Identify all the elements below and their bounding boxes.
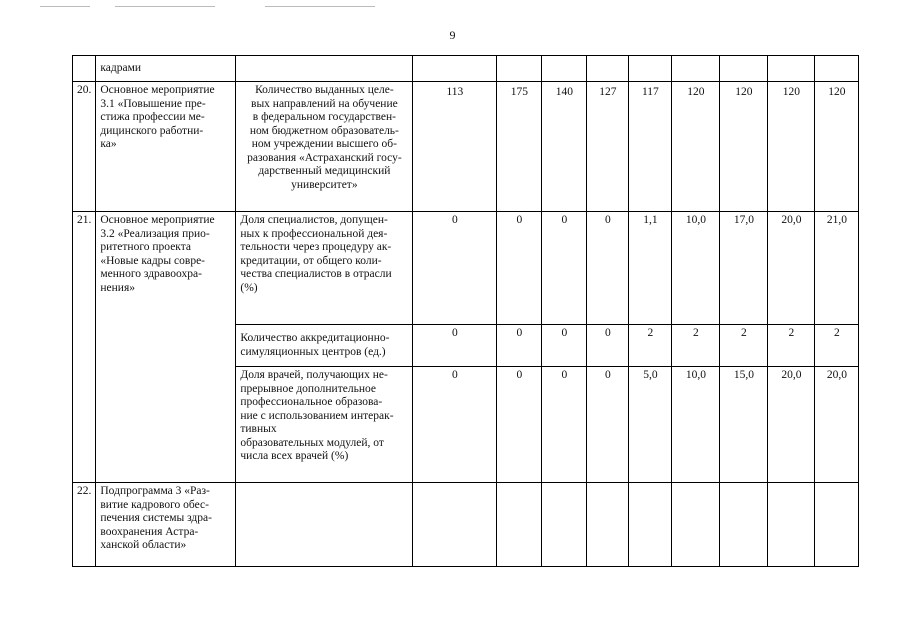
value-cell: 113 bbox=[413, 82, 497, 212]
value-cell: 120 bbox=[672, 82, 720, 212]
value-cell: 0 bbox=[542, 212, 587, 325]
value-cell: 20,0 bbox=[768, 367, 815, 483]
value-cell: 1,1 bbox=[629, 212, 672, 325]
indicator-cell: Доля специалистов, допущен- ных к профессиональной дея- тельности через процедуру ак- кредитации, от общего коли- чества специалистов в отрасли (%) bbox=[236, 212, 413, 325]
value-cell: 140 bbox=[542, 82, 587, 212]
scan-artifact bbox=[40, 6, 90, 7]
value-cell: 120 bbox=[815, 82, 859, 212]
value-cell: 21,0 bbox=[815, 212, 859, 325]
indicators-table bbox=[72, 55, 859, 567]
table-row bbox=[73, 82, 859, 212]
table-row bbox=[73, 212, 859, 325]
row-number: 21. bbox=[73, 212, 96, 483]
activity-cell: Основное мероприятие 3.1 «Повышение пре- стижа профессии ме- дицинского работни- ка» bbox=[96, 82, 236, 212]
value-cell: 2 bbox=[768, 325, 815, 367]
value-cell: 0 bbox=[497, 212, 542, 325]
value-cell: 0 bbox=[542, 325, 587, 367]
value-cell: 120 bbox=[720, 82, 768, 212]
indicator-cell: Количество аккредитационно- симуляционных центров (ед.) bbox=[236, 325, 413, 367]
indicator-cell: Количество выданных целе- вых направлений на обучение в федеральном государствен- ном бюджетном образователь- ном учреждении высшего об- разования «Астраханский госу- дарственный медицинский университет» bbox=[236, 82, 413, 212]
row-number: 20. bbox=[73, 82, 96, 212]
value-cell: 0 bbox=[497, 367, 542, 483]
value-cell: 0 bbox=[542, 367, 587, 483]
value-cell: 0 bbox=[497, 325, 542, 367]
value-cell: 10,0 bbox=[672, 212, 720, 325]
value-cell: 15,0 bbox=[720, 367, 768, 483]
value-cell: 10,0 bbox=[672, 367, 720, 483]
value-cell: 120 bbox=[768, 82, 815, 212]
activity-cell: Подпрограмма 3 «Раз- витие кадрового обес- печения системы здра- воохранения Астра- ханской области» bbox=[96, 483, 236, 567]
scan-artifact bbox=[115, 6, 215, 7]
table-row bbox=[73, 56, 859, 82]
value-cell: 20,0 bbox=[815, 367, 859, 483]
value-cell: 0 bbox=[413, 325, 497, 367]
table-row bbox=[73, 483, 859, 567]
value-cell: 2 bbox=[815, 325, 859, 367]
activity-cell: Основное мероприятие 3.2 «Реализация прио- ритетного проекта «Новые кадры совре- менного здравоохра- нения» bbox=[96, 212, 236, 483]
value-cell: 127 bbox=[587, 82, 629, 212]
page-number: 9 bbox=[449, 28, 456, 42]
value-cell: 0 bbox=[587, 367, 629, 483]
value-cell: 117 bbox=[629, 82, 672, 212]
activity-cell: кадрами bbox=[96, 56, 236, 82]
value-cell: 0 bbox=[587, 325, 629, 367]
scan-artifact bbox=[265, 6, 375, 7]
value-cell: 2 bbox=[629, 325, 672, 367]
indicator-cell: Доля врачей, получающих не- прерывное дополнительное профессиональное образова- ние с использованием интерак- тивных образовательных модулей, от числа всех врачей (%) bbox=[236, 367, 413, 483]
value-cell: 0 bbox=[413, 367, 497, 483]
row-number: 22. bbox=[73, 483, 96, 567]
value-cell: 0 bbox=[413, 212, 497, 325]
value-cell: 2 bbox=[672, 325, 720, 367]
value-cell: 5,0 bbox=[629, 367, 672, 483]
value-cell: 20,0 bbox=[768, 212, 815, 325]
value-cell: 175 bbox=[497, 82, 542, 212]
value-cell: 2 bbox=[720, 325, 768, 367]
value-cell: 17,0 bbox=[720, 212, 768, 325]
value-cell: 0 bbox=[587, 212, 629, 325]
